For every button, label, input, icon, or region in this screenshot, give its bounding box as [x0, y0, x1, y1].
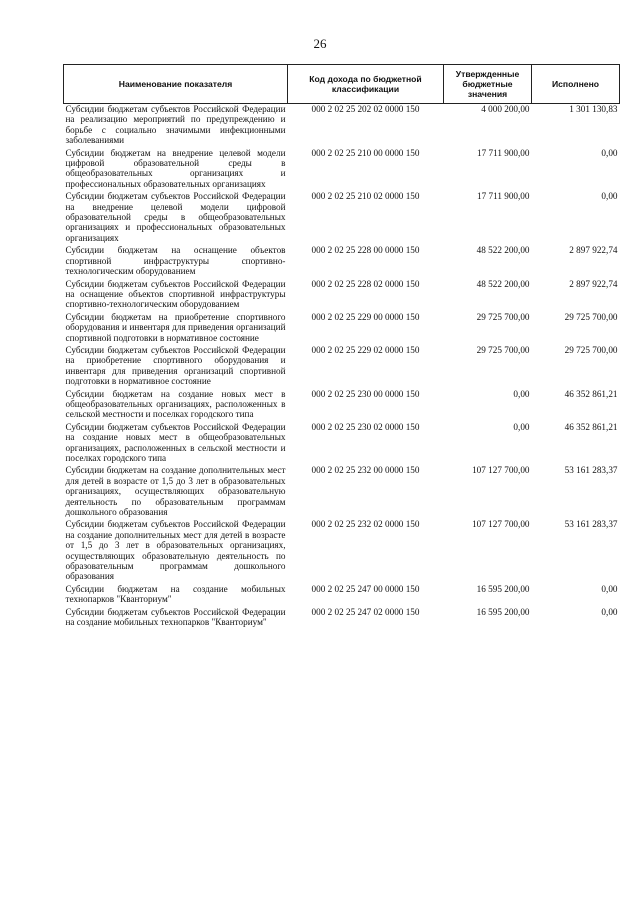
executed-value: 1 301 130,83 [569, 104, 618, 114]
indicator-name: Субсидии бюджетам на создание мобильных технопарков "Кванториум" [65, 583, 286, 605]
table-row [64, 607, 620, 630]
header-income-code: Код дохода по бюджетной классификации [288, 65, 444, 104]
income-code: 000 2 02 25 230 00 0000 150 [311, 388, 420, 399]
approved-value: 29 725 700,00 [476, 344, 530, 355]
executed-value: 53 161 283,37 [564, 519, 618, 530]
executed-value: 2 897 922,74 [569, 245, 618, 256]
approved-value: 48 522 200,00 [476, 278, 530, 289]
approved-value: 0,00 [513, 421, 530, 432]
approved-value: 107 127 700,00 [472, 519, 530, 530]
indicator-name: Субсидии бюджетам субъектов Российской Федерации на создание мобильных технопарков "Кванториум" [65, 606, 286, 628]
approved-value: 17 711 900,00 [477, 147, 530, 158]
executed-value: 29 725 700,00 [564, 344, 618, 355]
approved-value: 17 711 900,00 [477, 191, 530, 202]
table-row [64, 191, 620, 245]
income-code: 000 2 02 25 228 02 0000 150 [311, 278, 420, 289]
header-approved: Утвержденные бюджетные значения [444, 65, 532, 104]
approved-value: 0,00 [513, 388, 530, 399]
indicator-name: Субсидии бюджетам на оснащение объектов спортивной инфраструктуры спортивно-технологическим оборудованием [65, 245, 286, 277]
income-code: 000 2 02 25 202 02 0000 150 [311, 104, 420, 114]
income-code: 000 2 02 25 232 02 0000 150 [311, 519, 420, 530]
income-code: 000 2 02 25 229 00 0000 150 [311, 311, 420, 322]
table-row [64, 584, 620, 607]
table-row [64, 104, 620, 148]
executed-value: 0,00 [601, 147, 618, 158]
table-header [64, 65, 620, 104]
table-row [64, 245, 620, 278]
income-code: 000 2 02 25 232 00 0000 150 [311, 465, 420, 476]
header-indicator-name: Наименование показателя [64, 65, 288, 104]
indicator-name: Субсидии бюджетам субъектов Российской Федерации на приобретение спортивного оборудования и инвентаря для приведения организаций спортивной подготовки в нормативное состояние [65, 344, 286, 387]
executed-value: 46 352 861,21 [564, 388, 618, 399]
income-code: 000 2 02 25 229 02 0000 150 [311, 344, 420, 355]
executed-value: 46 352 861,21 [564, 421, 618, 432]
income-code: 000 2 02 25 210 02 0000 150 [311, 191, 420, 202]
indicator-name: Субсидии бюджетам субъектов Российской Федерации на создание новых мест в общеобразовательных организациях, расположенных в сельской местности и поселках городского типа [65, 421, 286, 463]
header-executed: Исполнено [532, 65, 620, 104]
executed-value: 0,00 [601, 191, 618, 202]
table-row [64, 148, 620, 192]
table-row [64, 345, 620, 389]
indicator-name: Субсидии бюджетам на внедрение целевой модели цифровой образовательной среды в общеобразовательных организациях и профессиональных образовательных организациях [65, 147, 286, 189]
table-body [64, 104, 620, 630]
income-code: 000 2 02 25 210 00 0000 150 [311, 147, 420, 158]
income-code: 000 2 02 25 247 00 0000 150 [311, 583, 420, 594]
budget-table [63, 64, 620, 630]
executed-value: 0,00 [601, 583, 618, 594]
executed-value: 2 897 922,74 [569, 278, 618, 289]
indicator-name: Субсидии бюджетам на приобретение спортивного оборудования и инвентаря для приведения организаций спортивной подготовки в нормативное состояние [65, 311, 286, 343]
indicator-name: Субсидии бюджетам субъектов Российской Федерации на создание дополнительных мест для детей в возрасте от 1,5 до 3 лет в образовательных организациях, осуществляющих образовательную деятельность по образовательным программам дошкольного образования [65, 519, 286, 582]
approved-value: 16 595 200,00 [476, 606, 530, 617]
table-row [64, 279, 620, 312]
indicator-name: Субсидии бюджетам субъектов Российской Федерации на оснащение объектов спортивной инфраструктуры спортивно-технологическим оборудованием [65, 278, 286, 310]
table-row [64, 389, 620, 422]
indicator-name: Субсидии бюджетам на создание дополнительных мест для детей в возрасте от 1,5 до 3 лет в образовательных организациях, осуществляющих образовательную деятельность по образовательным программам дошкольного образования [65, 465, 286, 518]
table-row [64, 422, 620, 466]
table-row [64, 465, 620, 519]
executed-value: 29 725 700,00 [564, 311, 618, 322]
approved-value: 107 127 700,00 [472, 465, 530, 476]
executed-value: 53 161 283,37 [564, 465, 618, 476]
indicator-name: Субсидии бюджетам субъектов Российской Федерации на внедрение целевой модели цифровой образовательной среды в общеобразовательных организациях и профессиональных образовательных организациях [65, 191, 286, 243]
approved-value: 29 725 700,00 [476, 311, 530, 322]
executed-value: 0,00 [601, 606, 618, 617]
table-row [64, 519, 620, 583]
income-code: 000 2 02 25 247 02 0000 150 [311, 606, 420, 617]
income-code: 000 2 02 25 228 00 0000 150 [311, 245, 420, 256]
indicator-name: Субсидии бюджетам субъектов Российской Федерации на реализацию мероприятий по предупреждению и борьбе с социально значимыми инфекционными заболеваниями [65, 104, 286, 146]
approved-value: 48 522 200,00 [476, 245, 530, 256]
indicator-name: Субсидии бюджетам на создание новых мест в общеобразовательных организациях, расположенных в сельской местности и поселках городского типа [65, 388, 286, 420]
approved-value: 16 595 200,00 [476, 583, 530, 594]
page-number: 26 [313, 36, 327, 51]
income-code: 000 2 02 25 230 02 0000 150 [311, 421, 420, 432]
table-row [64, 312, 620, 345]
approved-value: 4 000 200,00 [481, 104, 530, 114]
